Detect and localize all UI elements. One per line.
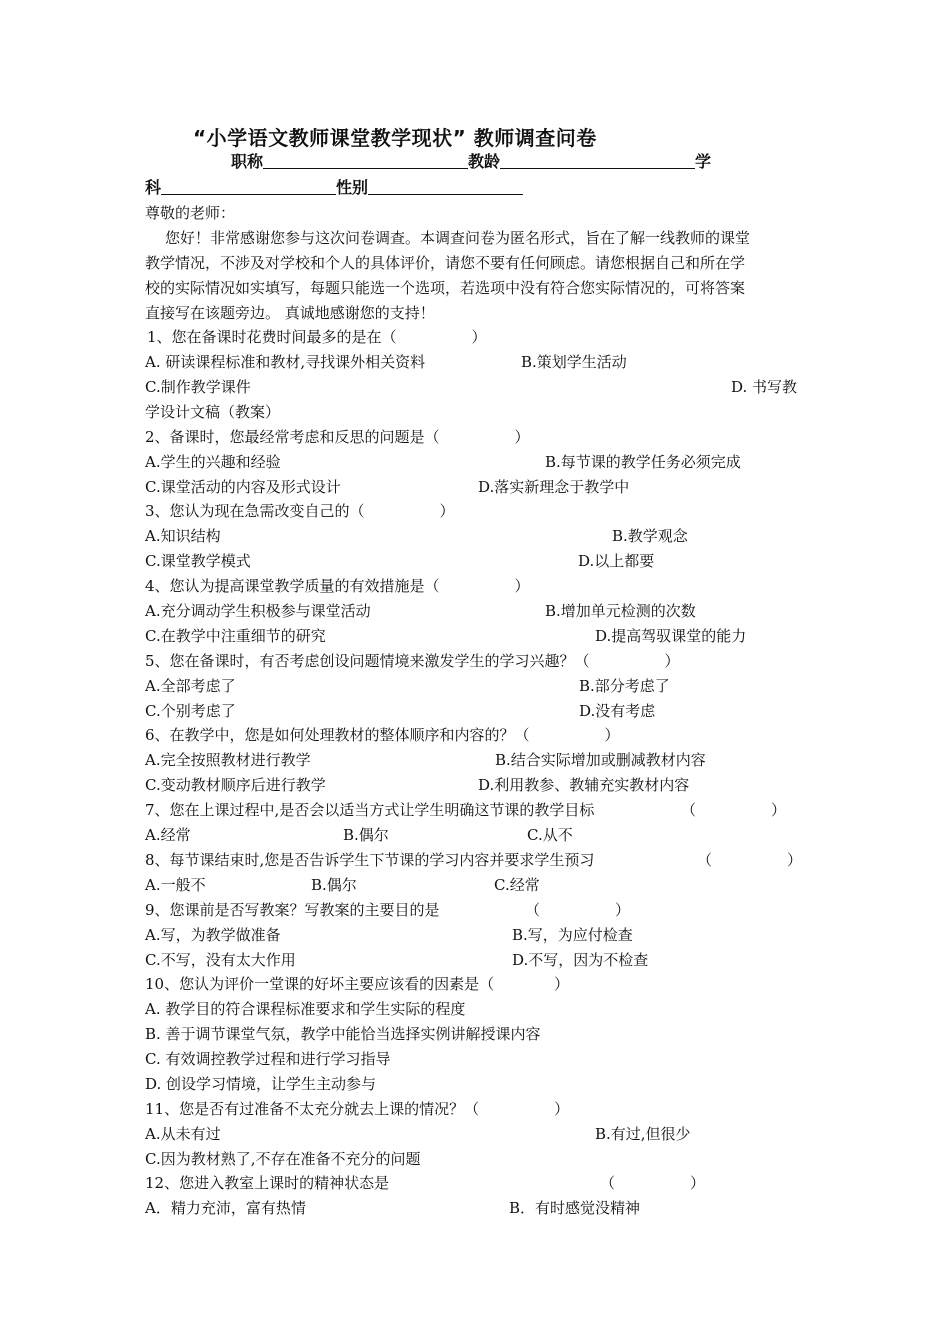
option-d[interactable]: D.利用教参、教辅充实教材内容 (478, 776, 690, 794)
option-d[interactable]: D.以上都要 (578, 552, 655, 570)
gender-field[interactable] (368, 178, 523, 195)
age-field[interactable] (500, 152, 695, 169)
option-b[interactable]: B. 善于调节课堂气氛，教学中能恰当选择实例讲解授课内容 (145, 1025, 541, 1043)
option-d[interactable]: D.提高驾驭课堂的能力 (595, 627, 747, 645)
question-9: 9、您课前是否写教案？写教案的主要目的是 (145, 901, 440, 919)
gender-label: 性别 (336, 178, 369, 197)
option-d[interactable]: D. 创设学习情境，让学生主动参与 (145, 1075, 377, 1093)
info-line-2 (145, 178, 523, 198)
option-a[interactable]: A.完全按照教材进行教学 (145, 751, 311, 769)
option-a[interactable]: A.经常 (145, 826, 191, 844)
option-c[interactable]: C.课堂教学模式 (145, 552, 251, 570)
question-6: 6、在教学中，您是如何处理教材的整体顺序和内容的？（ ） (145, 726, 620, 744)
option-a[interactable]: A．精力充沛，富有热情 (145, 1199, 306, 1217)
option-c[interactable]: C. 有效调控教学过程和进行学习指导 (145, 1050, 391, 1068)
question-1: 1、您在备课时花费时间最多的是在（ ） (147, 328, 487, 346)
option-c[interactable]: C.在教学中注重细节的研究 (145, 627, 326, 645)
option-a[interactable]: A.从未有过 (145, 1125, 221, 1143)
option-c[interactable]: C.从不 (527, 826, 573, 844)
age-label: 教龄 (468, 152, 501, 171)
option-d[interactable]: D.不写，因为不检查 (512, 951, 649, 969)
option-b[interactable]: B.结合实际增加或删减教材内容 (495, 751, 706, 769)
question-2: 2、备课时，您最经常考虑和反思的问题是（ ） (145, 428, 530, 446)
option-b[interactable]: B.增加单元检测的次数 (545, 602, 696, 620)
title-label: 职称 (231, 152, 264, 171)
intro-line: 直接写在该题旁边。 真诚地感谢您的支持！ (145, 304, 435, 322)
option-a[interactable]: A.全部考虑了 (145, 677, 236, 695)
intro-line: 您好！非常感谢您参与这次问卷调查。本调查问卷为匿名形式，旨在了解一线教师的课堂 (165, 229, 751, 247)
option-b[interactable]: B.偶尔 (343, 826, 389, 844)
option-d[interactable]: D. 书写教 (731, 378, 798, 396)
option-b[interactable]: B.每节课的教学任务必须完成 (545, 453, 741, 471)
option-d[interactable]: D.落实新理念于教学中 (478, 478, 630, 496)
subject-field[interactable] (161, 178, 336, 195)
question-8: 8、每节课结束时,您是否告诉学生下节课的学习内容并要求学生预习 (145, 851, 595, 869)
title-field[interactable] (263, 152, 468, 169)
question-7: 7、您在上课过程中,是否会以适当方式让学生明确这节课的教学目标 (145, 801, 595, 819)
option-b[interactable]: B.有过,但很少 (595, 1125, 691, 1143)
answer-parentheses[interactable]: （ ） (697, 851, 803, 869)
option-a[interactable]: A.一般不 (145, 876, 206, 894)
option-b[interactable]: B.策划学生活动 (521, 353, 627, 371)
option-c[interactable]: C.个别考虑了 (145, 702, 236, 720)
option-a[interactable]: A.写，为教学做准备 (145, 926, 281, 944)
option-b[interactable]: B.偶尔 (311, 876, 357, 894)
option-b[interactable]: B．有时感觉没精神 (509, 1199, 641, 1217)
question-3: 3、您认为现在急需改变自己的（ ） (145, 502, 455, 520)
option-a[interactable]: A.知识结构 (145, 527, 221, 545)
subject-label-part1: 学 (695, 152, 712, 171)
option-b[interactable]: B.教学观念 (612, 527, 688, 545)
option-c[interactable]: C.变动教材顺序后进行教学 (145, 776, 326, 794)
info-line-1 (231, 152, 711, 172)
option-c[interactable]: C.课堂活动的内容及形式设计 (145, 478, 341, 496)
intro-line: 教学情况，不涉及对学校和个人的具体评价，请您不要有任何顾虑。请您根据自己和所在学 (145, 254, 746, 272)
question-5: 5、您在备课时，有否考虑创设问题情境来激发学生的学习兴趣？（ ） (145, 652, 680, 670)
question-11: 11、您是否有过准备不太充分就去上课的情况？（ ） (145, 1100, 570, 1118)
option-c[interactable]: C.经常 (494, 876, 540, 894)
option-c[interactable]: C.不写，没有太大作用 (145, 951, 296, 969)
option-d-continued: 学设计文稿（教案） (145, 403, 281, 421)
question-10: 10、您认为评价一堂课的好坏主要应该看的因素是（ ） (145, 975, 570, 993)
greeting: 尊敬的老师： (145, 204, 236, 222)
question-4: 4、您认为提高课堂教学质量的有效措施是（ ） (145, 577, 530, 595)
intro-line: 校的实际情况如实填写，每题只能选一个选项，若选项中没有符合您实际情况的，可将答案 (145, 279, 746, 297)
option-c[interactable]: C.制作教学课件 (145, 378, 251, 396)
subject-label-part2: 科 (145, 178, 162, 197)
option-d[interactable]: D.没有考虑 (579, 702, 656, 720)
option-b[interactable]: B.写，为应付检查 (512, 926, 633, 944)
answer-parentheses[interactable]: （ ） (600, 1174, 706, 1192)
option-b[interactable]: B.部分考虑了 (579, 677, 670, 695)
answer-parentheses[interactable]: （ ） (681, 801, 787, 819)
option-a[interactable]: A.学生的兴趣和经验 (145, 453, 281, 471)
option-a[interactable]: A. 研读课程标准和教材,寻找课外相关资料 (145, 353, 426, 371)
option-c[interactable]: C.因为教材熟了,不存在准备不充分的问题 (145, 1150, 421, 1168)
answer-parentheses[interactable]: （ ） (525, 901, 631, 919)
option-a[interactable]: A. 教学目的符合课程标准要求和学生实际的程度 (145, 1000, 466, 1018)
page-title: “小学语文教师课堂教学现状” 教师调查问卷 (193, 126, 597, 150)
option-a[interactable]: A.充分调动学生积极参与课堂活动 (145, 602, 371, 620)
question-12: 12、您进入教室上课时的精神状态是 (145, 1174, 390, 1192)
